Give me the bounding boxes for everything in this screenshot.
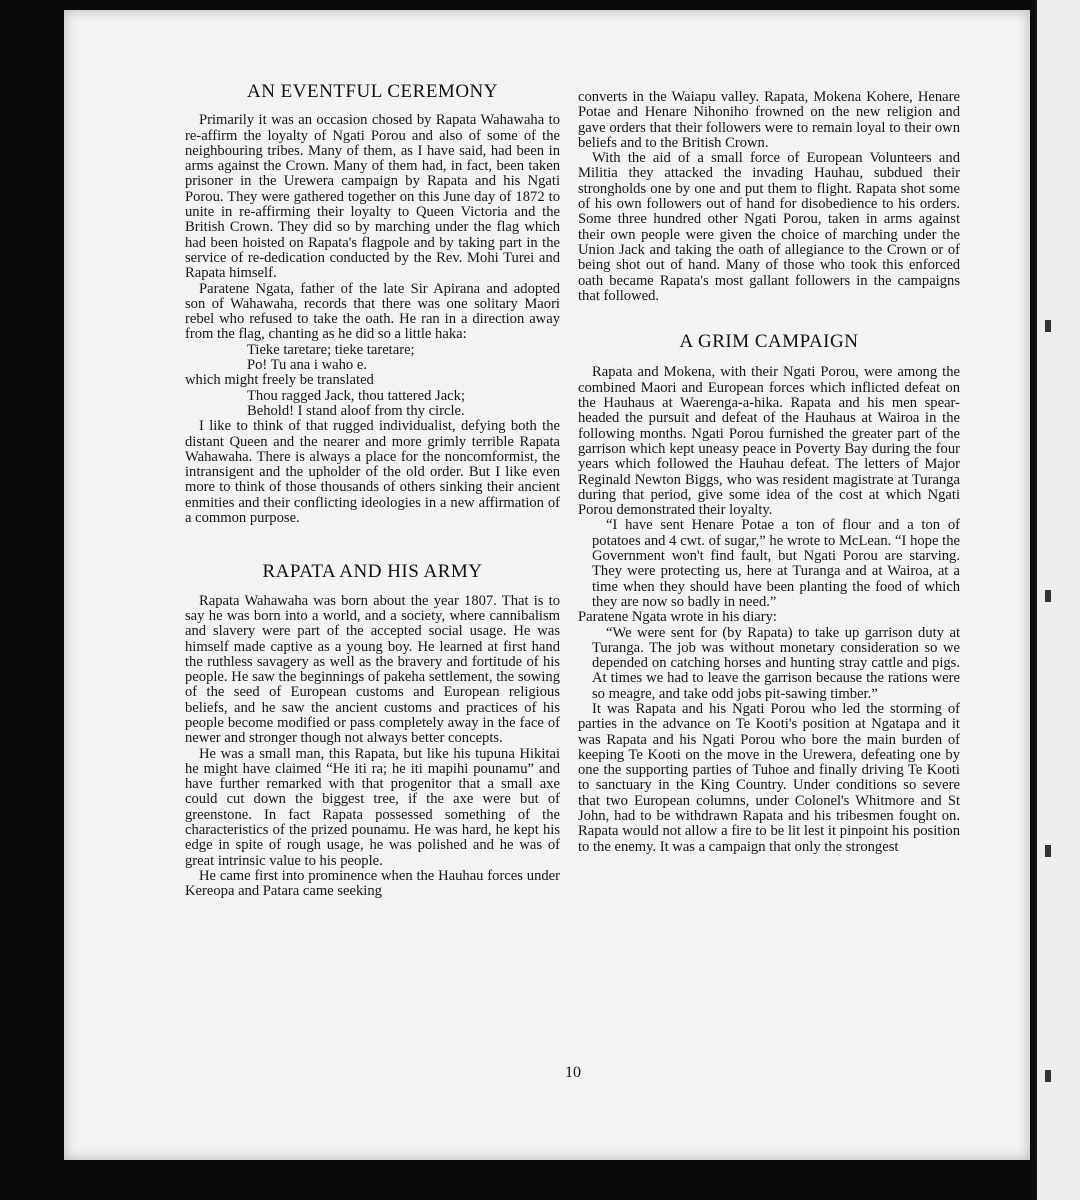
binding-mark xyxy=(1045,590,1051,602)
binding-mark xyxy=(1045,845,1051,857)
adjacent-page-edge xyxy=(1034,0,1080,1200)
paragraph-continued: converts in the Waiapu valley. Rapata, Mokena Kohere, Henare Potae and Henare Nihoniho frowned on the new religion and gave orders that their followers were to remain loyal to their own beliefs and to the British Crown. xyxy=(578,89,960,151)
translation-line: Behold! I stand aloof from thy circle. xyxy=(247,402,465,419)
scan-border-bottom xyxy=(64,1160,1036,1200)
paragraph: It was Rapata and his Ngati Porou who led the storming of parties in the advance on Te Kooti's position at Ngatapa and it was Rapata and his Ngati Porou who bore the main burden of keeping Te Kooti on the move in the Urewera, defeating one by one the supporting parties of Tuhoe and finally driving Te Kooti to sanctuary in the King Country. Under conditions so severe that two European columns, under Colonel's Whitmore and St John, had to be withdrawn Rapata and his tribesmen fought on. Rapata would not allow a fire to be lit lest it pinpoint his position to the enemy. It was a campaign that only the strongest xyxy=(578,700,960,855)
haka-line: Tieke taretare; tieke taretare; xyxy=(247,341,415,358)
haka-line: Po! Tu ana i waho e. xyxy=(247,357,367,374)
section-title-campaign: A GRIM CAMPAIGN xyxy=(679,331,859,353)
translation-line: Thou ragged Jack, thou tattered Jack; xyxy=(247,387,466,404)
paragraph: Primarily it was an occasion chosed by Rapata Wahawaha to re-affirm the loyalty of Ngati Porou and also of some of the neighbouring tribes. Many of them, as I have said, had been in arms against the Crown. Many of them had, in fact, been taken prisoner in the Urewera campaign by Rapata and his Ngati Porou. They were gathered together on this June day of 1872 to unite in re-affirming their loyalty to Queen Victoria and the British Crown. They did so by marching under the flag which had been hoisted on Rapata's flagpole and by taking part in the service of re-dedication conducted by the Rev. Mohi Turei and Rapata himself. xyxy=(185,112,560,282)
block-quote: “We were sent for (by Rapata) to take up garrison duty at Turanga. The job was without monetary consideration so we depended on catching horses and hunting stray cattle and pigs. At times we had to leave the garrison because the rations were so meagre, and take odd jobs pit-sawing timber.” xyxy=(592,624,960,702)
paragraph: He came first into prominence when the Hauhau forces under Kereopa and Patara came seeking xyxy=(185,867,560,900)
paragraph: He was a small man, this Rapata, but like his tupuna Hikitai he might have claimed “He iti ra; he iti mapihi pounamu” and have further remarked with that progenitor that a small axe could cut down the biggest tree, if the axe were but of greenstone. In fact Rapata possessed something of the characteristics of the prized pounamu. He was hard, he kept his edge in spite of rough usage, he was polished and he was of great intrinsic value to his people. xyxy=(185,745,560,869)
page-number: 10 xyxy=(565,1064,581,1081)
paragraph: Paratene Ngata, father of the late Sir Apirana and adopted son of Wahawaha, records that there was one solitary Maori rebel who refused to take the oath. He ran in a direction away from the flag, chanting as he did so a little haka: xyxy=(185,280,560,343)
right-column xyxy=(578,90,960,855)
left-column xyxy=(185,81,560,900)
paragraph: I like to think of that rugged individualist, defying both the distant Queen and the nearer and more grimly terrible Rapata Wahawaha. There is always a place for the noncomformist, the intransigent and the upholder of the old order. But I like even more to think of those thousands of others sinking their ancient enmities and their conflicting ideologies in a new affirmation of a common purpose. xyxy=(185,418,560,527)
translation-intro: which might freely be translated xyxy=(185,372,374,389)
paragraph: Rapata and Mokena, with their Ngati Porou, were among the combined Maori and European forces which inflicted defeat on the Hauhaus at Waerenga-a-hika. Rapata and his men spear-headed the pursuit and defeat of the Hauhaus at Wairoa in the following months. Ngati Porou furnished the greater part of the garrison which kept uneasy peace in Poverty Bay during the four years which followed the Hauhau defeat. The letters of Major Reginald Newton Biggs, who was resident magistrate at Turanga during that period, give some idea of the cost at which Ngati Porou demonstrated their loyalty. xyxy=(578,364,960,519)
binding-mark xyxy=(1045,1070,1051,1082)
block-quote: “I have sent Henare Potae a ton of flour and a ton of potatoes and 4 cwt. of sugar,” he wrote to McLean. “I hope the Government won't find fault, but Ngati Porou are starving. They were protecting us, here at Turanga and at Wairoa, at a time when they should have been planting the food of which they are now so badly in need.” xyxy=(592,517,960,610)
binding-mark xyxy=(1045,320,1051,332)
section-title-army: RAPATA AND HIS ARMY xyxy=(262,561,483,583)
diary-intro: Paratene Ngata wrote in his diary: xyxy=(578,609,777,626)
paragraph: Rapata Wahawaha was born about the year 1807. That is to say he was born into a world, and a society, where cannibalism and slavery were part of the accepted social usage. He was himself made captive as a young boy. He learned at first hand the ruthless savagery as well as the bravery and fortitude of his people. He saw the beginnings of pakeha settlement, the sowing of the seed of European customs and European religious beliefs, and he saw the ancient customs and practices of his people become modified or pass completely away in the face of newer and stronger though not always better concepts. xyxy=(185,592,560,747)
paragraph: With the aid of a small force of European Volunteers and Militia they attacked the invading Hauhau, subdued their strongholds one by one and put them to flight. Rapata shot some of his own followers out of hand for disobedience to his orders. Some three hundred other Ngati Porou, taken in arms against their own people were given the choice of marching under the Union Jack and taking the oath of allegiance to the Crown or of being shot out of hand. Many of those who took this enforced oath became Rapata's most gallant followers in the campaigns that followed. xyxy=(578,150,960,304)
section-title-ceremony: AN EVENTFUL CEREMONY xyxy=(246,81,498,102)
